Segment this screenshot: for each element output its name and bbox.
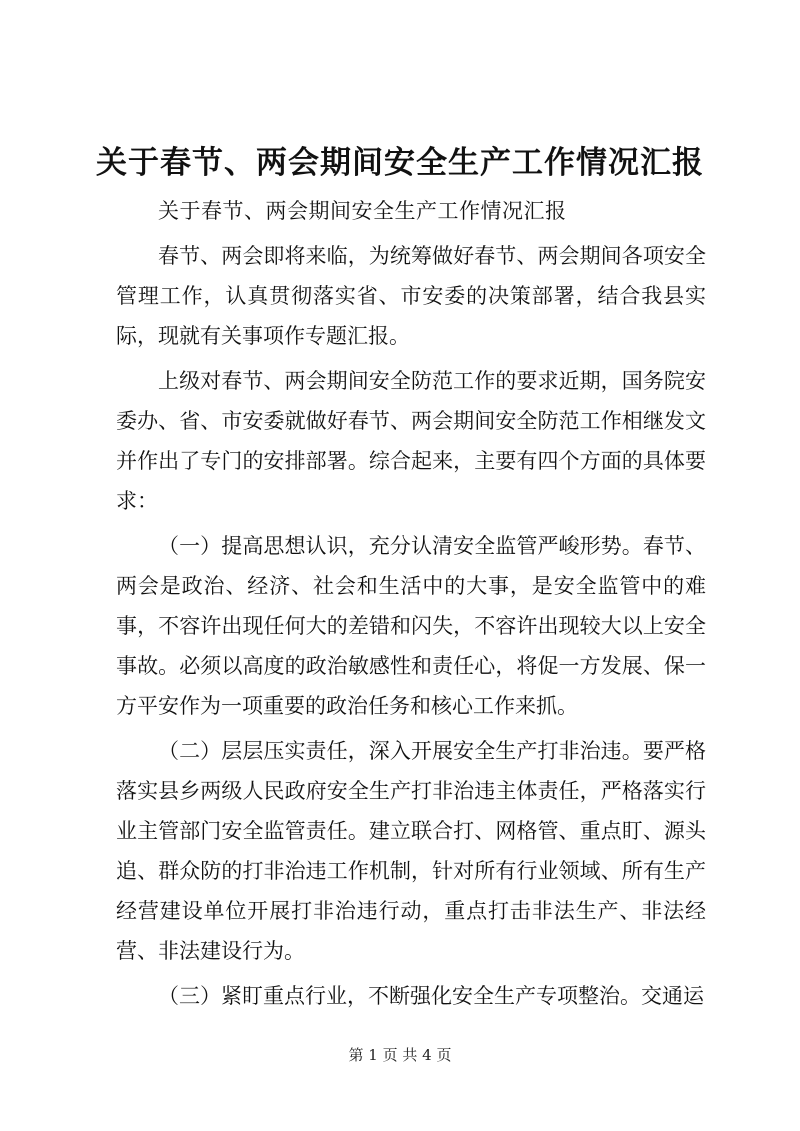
paragraph-requirements: 上级对春节、两会期间安全防范工作的要求近期，国务院安委办、省、市安委就做好春节、两会期间安全防范工作相继发文并作出了专门的安排部署。综合起来，主要有四个方面的具体要求： [116, 369, 706, 513]
document-body [116, 191, 706, 1021]
document-title: 关于春节、两会期间安全生产工作情况汇报 [96, 145, 704, 181]
paragraph-item-3: （三）紧盯重点行业，不断强化安全生产专项整治。交通运 [158, 984, 704, 1008]
paragraph-item-1: （一）提高思想认识，充分认清安全监管严峻形势。春节、两会是政治、经济、社会和生活中的大事，是安全监管中的难事，不容许出现任何大的差错和闪失，不容许出现较大以上安全事故。必须以高度的政治敏感性和责任心，将促一方发展、保一方平安作为一项重要的政治任务和核心工作来抓。 [116, 534, 706, 718]
paragraph-item-2: （二）层层压实责任，深入开展安全生产打非治违。要严格落实县乡两级人民政府安全生产打非治违主体责任，严格落实行业主管部门安全监管责任。建立联合打、网格管、重点盯、源头追、群众防的打非治违工作机制，针对所有行业领域、所有生产经营建设单位开展打非治违行动，重点打击非法生产、非法经营、非法建设行为。 [116, 739, 706, 963]
paragraph-intro: 春节、两会即将来临，为统筹做好春节、两会期间各项安全管理工作，认真贯彻落实省、市安委的决策部署，结合我县实际，现就有关事项作专题汇报。 [116, 244, 706, 348]
paragraph-subtitle: 关于春节、两会期间安全生产工作情况汇报 [158, 199, 567, 223]
page-footer: 第 1 页 共 4 页 [348, 1046, 452, 1064]
